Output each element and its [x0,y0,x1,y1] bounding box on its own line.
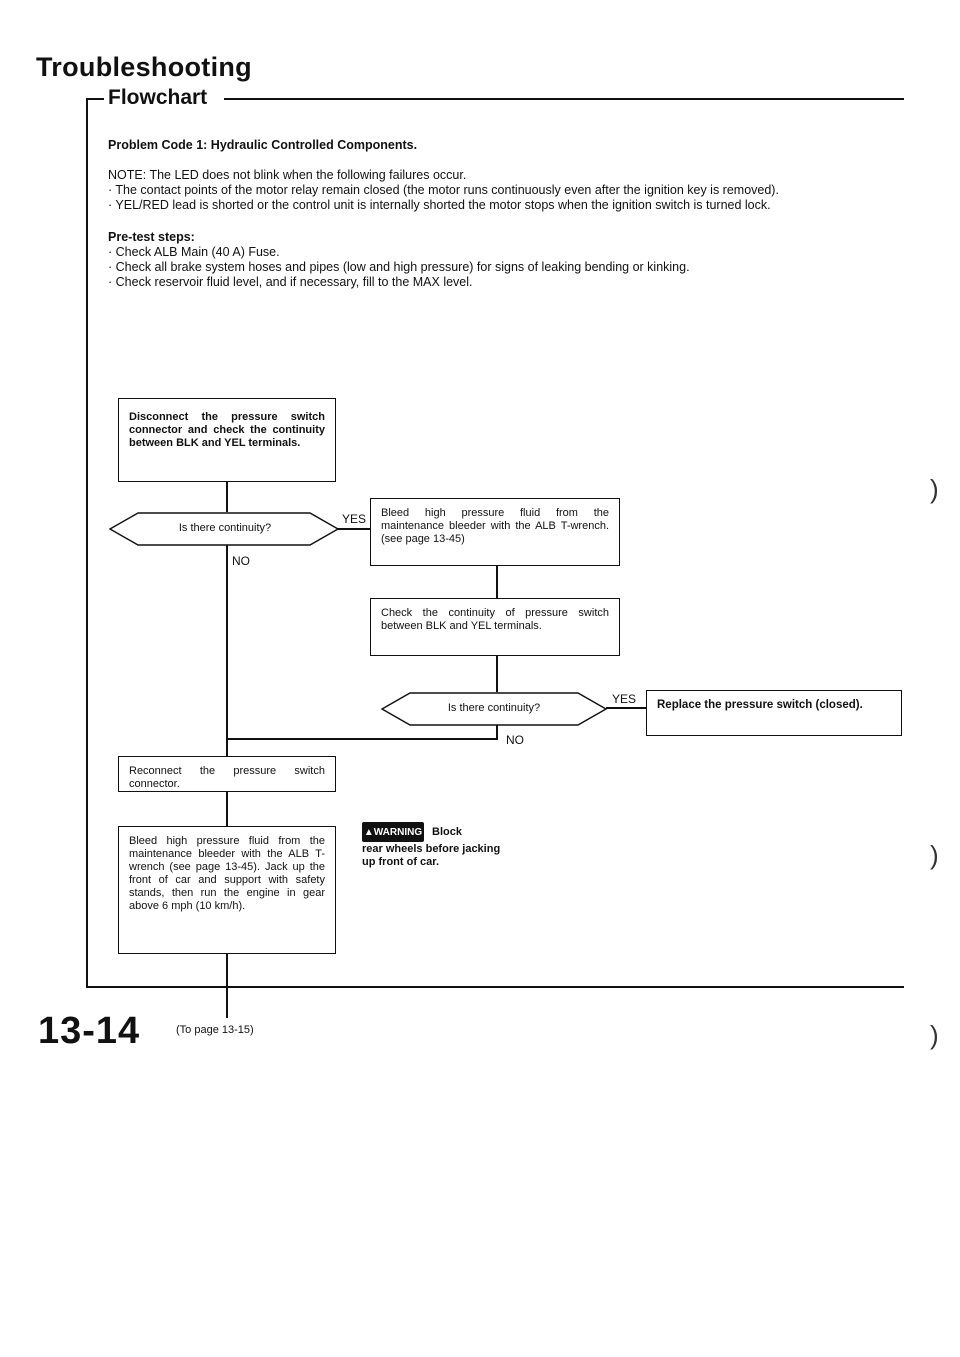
no-label-1: NO [232,554,250,568]
connector-line [226,738,228,756]
page-number: 13-14 [38,1010,141,1052]
section-title: Flowchart [108,86,208,109]
step-reconnect-box: Reconnect the pressure switch connector. [118,756,336,792]
connector-line [496,656,498,692]
section-rule-vertical [86,98,88,988]
step-check-box: Check the continuity of pressure switch between BLK and YEL terminals. [370,598,620,656]
margin-mark: ) [930,840,939,870]
step-bleed-jack-box: Bleed high pressure fluid from the maintenance bleeder with the ALB T-wrench (see page 13-45). Jack up the front of car and support with safety stands, then run the engine in gear above 6 mph (10 km/h). [118,826,336,954]
pretest-heading: Pre-test steps: [108,230,195,244]
note-item: · The contact points of the motor relay remain closed (the motor runs continuously even after the ignition key is removed). [108,183,779,197]
yes-label-1: YES [342,512,367,526]
section-rule-left [86,98,104,100]
note-item-text: The contact points of the motor relay remain closed (the motor runs continuously even after the ignition key is removed). [115,183,779,197]
goto-next-page: (To page 13-15) [176,1024,254,1036]
step-bleed-box: Bleed high pressure fluid from the maintenance bleeder with the ALB T-wrench. (see page 13-45) [370,498,620,566]
connector-line [226,482,228,512]
decision-2-text: Is there continuity? [447,702,541,714]
step-replace-box: Replace the pressure switch (closed). [646,690,902,736]
warning-text: rear wheels before jacking up front of car. [362,843,501,868]
no-label-2: NO [506,733,524,747]
section-rule-right [224,98,904,100]
note-item-text: YEL/RED lead is shorted or the control unit is internally shorted the motor stops when the ignition switch is turned lock. [115,198,771,212]
warning-block-word: Block [432,826,462,838]
pretest-item: · Check ALB Main (40 A) Fuse. [108,245,280,259]
problem-code: Problem Code 1: Hydraulic Controlled Components. [108,138,418,152]
connector-line [496,566,498,598]
margin-mark: ) [930,474,939,504]
warning-badge: ▲WARNING [362,822,424,842]
page-title: Troubleshooting [36,52,252,82]
note-item: · YEL/RED lead is shorted or the control unit is internally shorted the motor stops when the ignition switch is turned lock. [108,198,771,212]
pretest-item: · Check reservoir fluid level, and if necessary, fill to the MAX level. [108,275,473,289]
pretest-item: · Check all brake system hoses and pipes (low and high pressure) for signs of leaking bending or kinking. [108,260,690,274]
step-disconnect-box: Disconnect the pressure switch connector and check the continuity between BLK and YEL terminals. [118,398,336,482]
decision-1-text: Is there continuity? [178,522,272,534]
pretest-item-text: Check all brake system hoses and pipes (low and high pressure) for signs of leaking bending or kinking. [115,260,690,274]
note-heading: NOTE: The LED does not blink when the following failures occur. [108,168,467,182]
pretest-item-text: Check reservoir fluid level, and if necessary, fill to the MAX level. [115,275,473,289]
connector-line [226,738,496,740]
pretest-item-text: Check ALB Main (40 A) Fuse. [115,245,280,259]
margin-mark: ) [930,1020,939,1050]
bottom-rule [86,986,904,988]
connector-line [226,792,228,826]
connector-line [606,707,646,709]
connector-line [226,542,228,738]
connector-line [335,528,370,530]
yes-label-2: YES [612,692,637,706]
